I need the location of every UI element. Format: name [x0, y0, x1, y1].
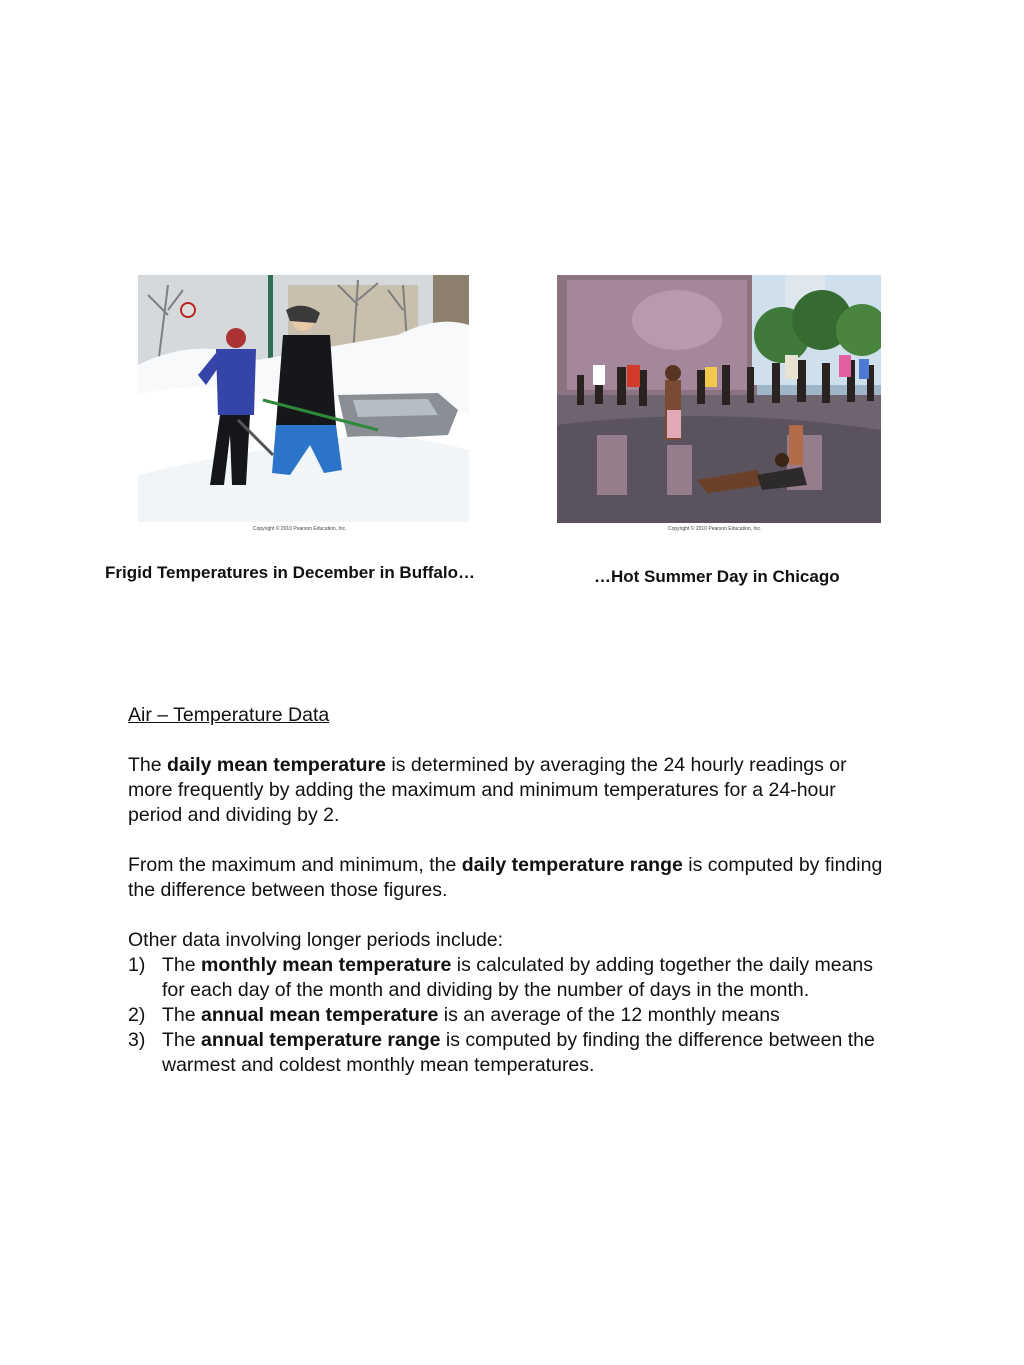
- text-run: is an average of the 12 monthly means: [438, 1004, 780, 1026]
- text-run: The: [162, 1004, 202, 1026]
- daily-mean-paragraph: [128, 753, 888, 828]
- bold-term: annual temperature range: [201, 1029, 441, 1051]
- text-run: is computed by finding the difference between the warmest and coldest monthly mean temperatures.: [162, 1029, 875, 1076]
- text-run: is calculated by adding together the daily means for each day of the month and dividing by the number of days in the month.: [162, 954, 874, 1001]
- text-run: The: [128, 754, 168, 776]
- chicago-caption: …Hot Summer Day in Chicago: [594, 567, 840, 586]
- copyright-notice: Copyright © 2010 Pearson Education, Inc.: [253, 526, 347, 532]
- bold-term: daily mean temperature: [167, 754, 386, 776]
- list-number: 3): [128, 1029, 146, 1051]
- longer-periods-intro: Other data involving longer periods include:: [128, 929, 504, 951]
- list-item: [128, 1003, 888, 1028]
- text-run: The: [162, 954, 202, 976]
- bold-term: annual mean temperature: [201, 1004, 439, 1026]
- chicago-fountain-photo: [557, 275, 881, 523]
- temperature-data-section: [128, 703, 888, 1078]
- text-run: is computed by finding the difference between those figures.: [128, 854, 883, 901]
- longer-periods-list: [128, 953, 888, 1078]
- text-run: The: [162, 1029, 202, 1051]
- buffalo-snow-photo: [138, 275, 469, 522]
- bold-term: daily temperature range: [461, 854, 683, 876]
- buffalo-caption: Frigid Temperatures in December in Buffalo…: [105, 563, 475, 582]
- section-heading: Air – Temperature Data: [128, 704, 330, 726]
- list-item: [128, 1028, 888, 1078]
- daily-range-paragraph: [128, 853, 888, 903]
- text-run: is determined by averaging the 24 hourly readings or more frequently by adding the maximum and minimum temperatures for a 24-hour period and dividing by 2.: [128, 754, 847, 826]
- list-number: 2): [128, 1004, 146, 1026]
- bold-term: monthly mean temperature: [201, 954, 452, 976]
- list-number: 1): [128, 954, 146, 976]
- copyright-notice: Copyright © 2010 Pearson Education, Inc.: [668, 526, 762, 532]
- text-run: From the maximum and minimum, the: [128, 854, 462, 876]
- list-item: [128, 953, 888, 1003]
